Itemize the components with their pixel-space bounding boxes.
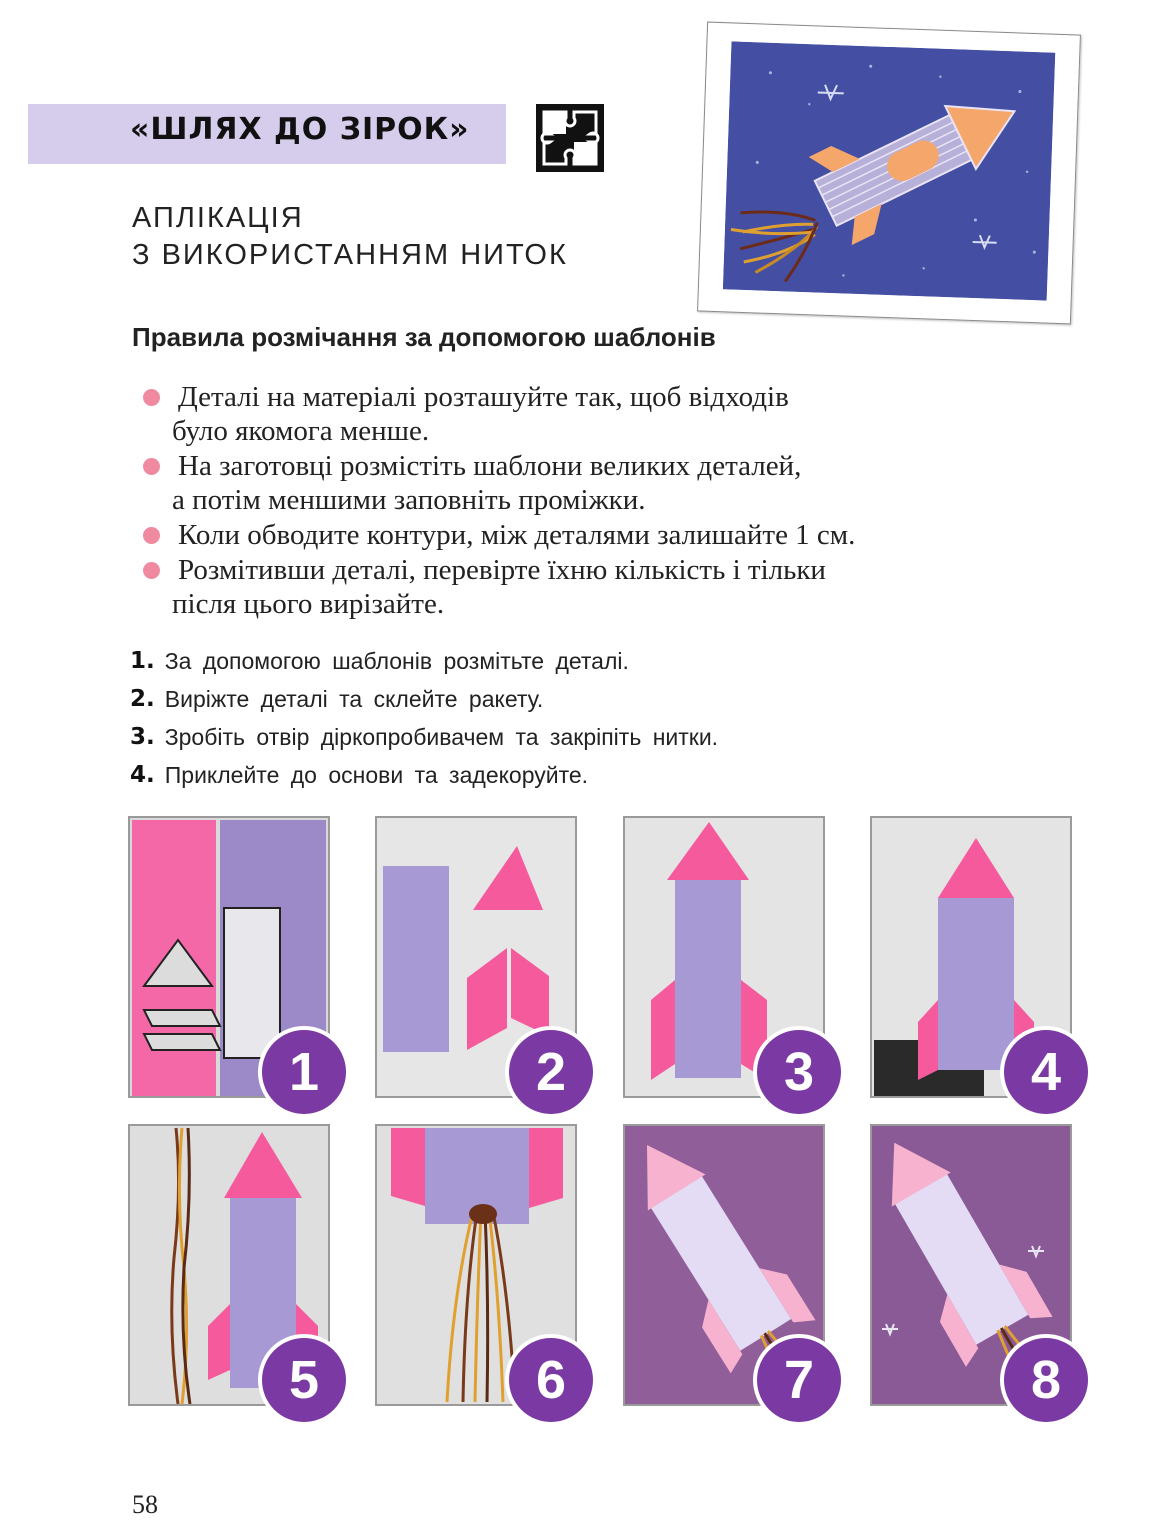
subtitle-line-2: З ВИКОРИСТАННЯМ НИТОК: [132, 239, 568, 271]
step-photo-1: [128, 816, 330, 1102]
step-badge: 7: [753, 1334, 845, 1426]
step-item: [130, 642, 718, 680]
subtitle-line-1: АПЛІКАЦІЯ: [132, 202, 304, 234]
step-badge: 5: [258, 1334, 350, 1426]
step-text: За допомогою шаблонів розмітьте деталі.: [164, 647, 629, 674]
rule-line: після цього вирізайте.: [172, 588, 445, 620]
rule-line: а потім меншими заповніть проміжки.: [172, 484, 646, 516]
bullet-dot-icon: [143, 562, 160, 579]
bullet-dot-icon: [143, 458, 160, 475]
step-badge: 2: [505, 1026, 597, 1118]
step-photo-3: [623, 816, 825, 1102]
step-item: [130, 680, 718, 718]
step-number: 4.: [130, 762, 155, 788]
step-photo-5: [128, 1124, 330, 1410]
rule-item: [140, 449, 1100, 517]
step-badge: 4: [1000, 1026, 1092, 1118]
hero-photo: [697, 22, 1081, 325]
rule-line: Розмітивши деталі, перевірте їхню кількість і тільки: [178, 554, 826, 586]
step-text: Виріжте деталі та склейте ракету.: [164, 685, 544, 712]
steps-list: [130, 642, 718, 794]
step-badge: 6: [505, 1334, 597, 1426]
rule-line: На заготовці розмістіть шаблони великих деталей,: [178, 450, 802, 482]
rule-line: було якомога менше.: [172, 415, 430, 447]
rule-item: [140, 553, 1100, 621]
rules-list: [140, 380, 1100, 622]
step-badge: 1: [258, 1026, 350, 1118]
subtitle: [132, 200, 568, 274]
bullet-dot-icon: [143, 389, 160, 406]
rule-line: Коли обводите контури, між деталями залишайте 1 см.: [178, 519, 856, 551]
step-badge: 3: [753, 1026, 845, 1118]
step-number: 3.: [130, 724, 155, 750]
step-photo-6: [375, 1124, 577, 1410]
step-photo-7: [623, 1124, 825, 1410]
step-photo-4: [870, 816, 1072, 1102]
step-photo-2: [375, 816, 577, 1102]
rules-heading: Правила розмічання за допомогою шаблонів: [132, 322, 716, 352]
rule-item: [140, 518, 1100, 552]
bullet-dot-icon: [143, 527, 160, 544]
step-photo-8: [870, 1124, 1072, 1410]
step-badge: 8: [1000, 1334, 1092, 1426]
puzzle-icon: [536, 104, 604, 172]
step-text: Приклейте до основи та задекоруйте.: [164, 761, 589, 788]
rocket-illustration: [723, 41, 1055, 300]
page-number: 58: [132, 1490, 158, 1519]
rule-line: Деталі на матеріалі розташуйте так, щоб відходів: [178, 381, 789, 413]
step-item: [130, 756, 718, 794]
step-number: 1.: [130, 648, 155, 674]
step-item: [130, 718, 718, 756]
rule-item: [140, 380, 1100, 448]
step-number: 2.: [130, 686, 155, 712]
step-text: Зробіть отвір діркопробивачем та закріпіть нитки.: [164, 723, 719, 750]
page-title: «ШЛЯХ ДО ЗІРОК»: [130, 112, 470, 147]
